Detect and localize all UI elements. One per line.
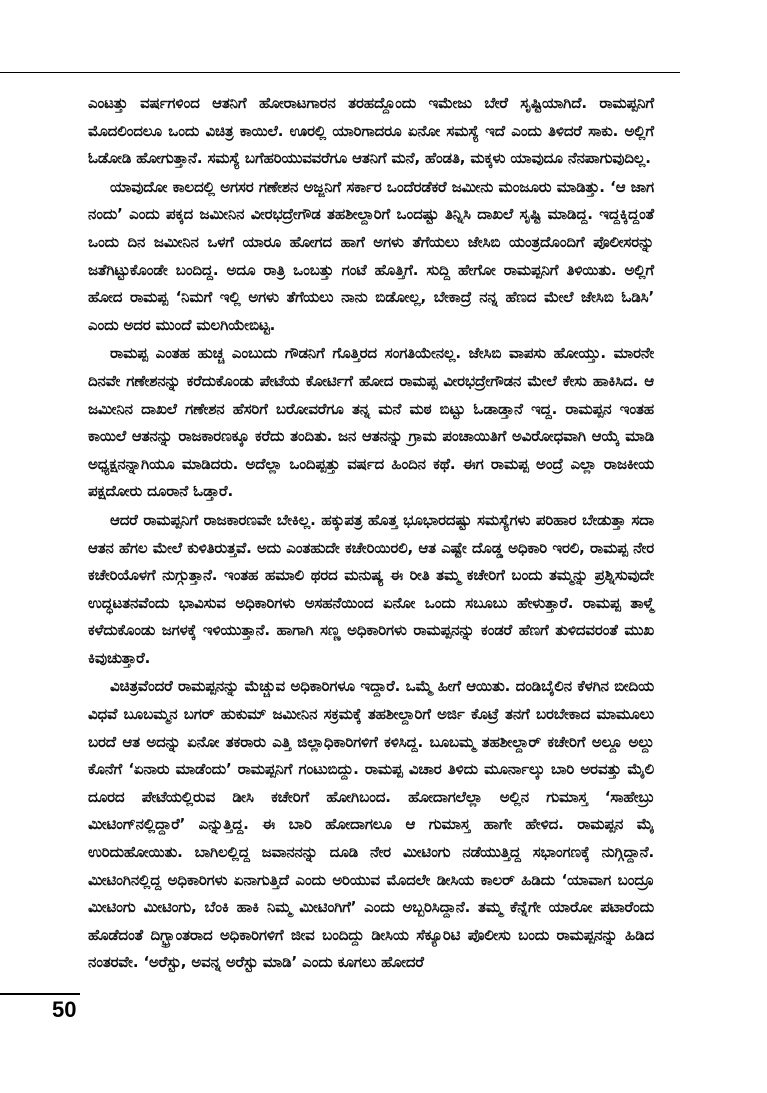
- footer-rule: [0, 993, 80, 995]
- paragraph-1: ಎಂಟತ್ತು ವರ್ಷಗಳಿಂದ ಆತನಿಗೆ ಹೋರಾಟಗಾರನ ತರಹದ್ದೊಂದು ಇಮೇಜು ಬೇರೆ ಸೃಷ್ಟಿಯಾಗಿದೆ. ರಾಮಪ್ಪನಿಗೆ ಮೊದಲಿಂದಲೂ ಒಂದು ವಿಚಿತ್ರ ಕಾಯಿಲೆ. ಊರಲ್ಲಿ ಯಾರಿಗಾದರೂ ಏನೋ ಸಮಸ್ಯೆ ಇದೆ ಎಂದು ತಿಳಿದರೆ ಸಾಕು. ಅಲ್ಲಿಗೆ ಓಡೋಡಿ ಹೋಗುತ್ತಾನೆ. ಸಮಸ್ಯೆ ಬಗೆಹರಿಯುವವರೆಗೂ ಆತನಿಗೆ ಮನೆ, ಹೆಂಡತಿ, ಮಕ್ಕಳು ಯಾವುದೂ ನೆನಪಾಗುವುದಿಲ್ಲ.: [88, 94, 654, 168]
- page-body: [88, 90, 654, 978]
- paragraph-5: ವಿಚಿತ್ರವೆಂದರೆ ರಾಮಪ್ಪನನ್ನು ಮೆಚ್ಚುವ ಅಧಿಕಾರಿಗಳೂ ಇದ್ದಾರೆ. ಒಮ್ಮೆ ಹೀಗೆ ಆಯಿತು. ದಂಡಿಬೈಲಿನ ಕೆಳಗಿನ ಬೀದಿಯ ವಿಧವೆ ಬೂಬಮ್ಮನ ಬಗರ್ ಹುಕುಮ್ ಜಮೀನಿನ ಸಕ್ರಮಕ್ಕೆ ತಹಶೀಲ್ದಾರಿಗೆ ಅರ್ಜಿ ಕೊಟ್ರೆ ತನಗೆ ಬರಬೇಕಾದ ಮಾಮೂಲು ಬರದೆ ಆತ ಅದನ್ನು ಏನೋ ತಕರಾರು ಎತ್ತಿ ಜಿಲ್ಲಾಧಿಕಾರಿಗಳಿಗೆ ಕಳಿಸಿದ್ದ. ಬೂಬಮ್ಮ ತಹಶೀಲ್ದಾರ್ ಕಚೇರಿಗೆ ಅಲ್ದೂ ಅಲ್ದು ಕೊನೆಗೆ ‘ಏನಾರು ಮಾಡೆಂದು’ ರಾಮಪ್ಪನಿಗೆ ಗಂಟುಬಿದ್ದು. ರಾಮಪ್ಪ ವಿಚಾರ ತಿಳಿದು ಮೂರ್ನಾಲ್ಕು ಬಾರಿ ಅರವತ್ತು ಮೈಲಿ ದೂರದ ಪೇಟೆಯಲ್ಲಿರುವ ಡೀಸಿ ಕಚೇರಿಗೆ ಹೋಗಿಬಂದ. ಹೋದಾಗಲೆಲ್ಲಾ ಅಲ್ಲಿನ ಗುಮಾಸ್ತ ‘ಸಾಹೇಬ್ರು ಮೀಟಿಂಗ್‌ನಲ್ಲಿದ್ದಾರೆ’ ಎನ್ನುತ್ತಿದ್ದ. ಈ ಬಾರಿ ಹೋದಾಗಲೂ ಆ ಗುಮಾಸ್ತ ಹಾಗೇ ಹೇಳಿದ. ರಾಮಪ್ಪನ ಮೈ ಉರಿದುಹೋಯಿತು. ಬಾಗಿಲಲ್ಲಿದ್ದ ಜವಾನನನ್ನು ದೂಡಿ ನೇರ ಮೀಟಿಂಗು ನಡೆಯುತ್ತಿದ್ದ ಸಭಾಂಗಣಕ್ಕೆ ನುಗ್ಗಿದ್ದಾನೆ. ಮೀಟಿಂಗಿನಲ್ಲಿದ್ದ ಅಧಿಕಾರಿಗಳು ಏನಾಗುತ್ತಿದೆ ಎಂದು ಅರಿಯುವ ಮೊದಲೇ ಡೀಸಿಯ ಕಾಲರ್ ಹಿಡಿದು ‘ಯಾವಾಗ ಬಂದ್ರೂ ಮೀಟಿಂಗು ಮೀಟಿಂಗು, ಬೆಂಕಿ ಹಾಕಿ ನಿಮ್ಮ ಮೀಟಿಂಗಿಗೆ’ ಎಂದು ಅಬ್ಬರಿಸಿದ್ದಾನೆ. ತಮ್ಮ ಕೆನ್ನೆಗೇ ಯಾರೋ ಪಟಾರೆಂದು ಹೊಡೆದಂತೆ ದಿಗ್ಭ್ರಾಂತರಾದ ಅಧಿಕಾರಿಗಳಿಗೆ ಜೀವ ಬಂದಿದ್ದು ಡೀಸಿಯ ಸೆಕ್ಯೂರಿಟಿ ಪೊಲೀಸು ಬಂದು ರಾಮಪ್ಪನನ್ನು ಹಿಡಿದ ನಂತರವೇ. ‘ಅರೆಸ್ಟು, ಅವನ್ನ ಅರೆಸ್ಟು ಮಾಡಿ’ ಎಂದು ಕೂಗಲು ಹೋದರೆ: [88, 677, 654, 972]
- header-rule: [0, 72, 680, 73]
- paragraph-4: ಆದರೆ ರಾಮಪ್ಪನಿಗೆ ರಾಜಕಾರಣವೇ ಬೇಕಿಲ್ಲ. ಹಕ್ಕುಪತ್ರ ಹೊತ್ತ ಭೂಭಾರದಷ್ಟು ಸಮಸ್ಯೆಗಳು ಪರಿಹಾರ ಬೇಡುತ್ತಾ ಸದಾ ಆತನ ಹೆಗಲ ಮೇಲೆ ಕುಳಿತಿರುತ್ತವೆ. ಅದು ಎಂತಹುದೇ ಕಚೇರಿಯಿರಲಿ, ಆತ ಎಷ್ಟೇ ದೊಡ್ಡ ಅಧಿಕಾರಿ ಇರಲಿ, ರಾಮಪ್ಪ ನೇರ ಕಚೇರಿಯೊಳಗೆ ನುಗ್ಗುತ್ತಾನೆ. ಇಂತಹ ಹಮಾಲಿ ಥರದ ಮನುಷ್ಯ ಈ ರೀತಿ ತಮ್ಮ ಕಚೇರಿಗೆ ಬಂದು ತಮ್ಮನ್ನು ಪ್ರಶ್ನಿಸುವುದೇ ಉದ್ಧಟತನವೆಂದು ಭಾವಿಸುವ ಅಧಿಕಾರಿಗಳು ಅಸಹನೆಯಿಂದ ಏನೋ ಒಂದು ಸಬೂಬು ಹೇಳುತ್ತಾರೆ. ರಾಮಪ್ಪ ತಾಳ್ಮೆ ಕಳೆದುಕೊಂಡು ಜಗಳಕ್ಕೆ ಇಳಿಯುತ್ತಾನೆ. ಹಾಗಾಗಿ ಸಣ್ಣ ಅಧಿಕಾರಿಗಳು ರಾಮಪ್ಪನನ್ನು ಕಂಡರೆ ಹೆಣಗೆ ತುಳಿದವರಂತೆ ಮುಖ ಕಿವುಚುತ್ತಾರೆ.: [88, 510, 654, 667]
- paragraph-2: ಯಾವುದೋ ಕಾಲದಲ್ಲಿ ಅಗಸರ ಗಣೇಶನ ಅಜ್ಜನಿಗೆ ಸರ್ಕಾರ ಒಂದೆರಡೆಕರೆ ಜಮೀನು ಮಂಜೂರು ಮಾಡಿತ್ತು. ‘ಆ ಜಾಗ ನಂದು’ ಎಂದು ಪಕ್ಕದ ಜಮೀನಿನ ವೀರಭದ್ರೇಗೌಡ ತಹಶೀಲ್ದಾರಿಗೆ ಒಂದಷ್ಟು ತಿನ್ನಿಸಿ ದಾಖಲೆ ಸೃಷ್ಟಿ ಮಾಡಿದ್ದ. ಇದ್ದಕ್ಕಿದ್ದಂತೆ ಒಂದು ದಿನ ಜಮೀನಿನ ಒಳಗೆ ಯಾರೂ ಹೋಗದ ಹಾಗೆ ಅಗಳು ತೆಗೆಯಲು ಜೇಸಿಬಿ ಯಂತ್ರದೊಂದಿಗೆ ಪೊಲೀಸರನ್ನು ಜತೆಗಿಟ್ಟುಕೊಂಡೇ ಬಂದಿದ್ದ. ಅದೂ ರಾತ್ರಿ ಒಂಬತ್ತು ಗಂಟೆ ಹೊತ್ತಿಗೆ. ಸುದ್ದಿ ಹೇಗೋ ರಾಮಪ್ಪನಿಗೆ ತಿಳಿಯಿತು. ಅಲ್ಲಿಗೆ ಹೋದ ರಾಮಪ್ಪ ‘ನಿಮಗೆ ಇಲ್ಲಿ ಅಗಳು ತೆಗೆಯಲು ನಾನು ಬಿಡೋಲ್ಲ, ಬೇಕಾದ್ರೆ ನನ್ನ ಹೆಣದ ಮೇಲೆ ಜೇಸಿಬಿ ಓಡಿಸಿ’ ಎಂದು ಅದರ ಮುಂದೆ ಮಲಗಿಯೇಬಿಟ್ಟ.: [88, 177, 654, 334]
- page-number: 50: [52, 997, 77, 1022]
- paragraph-3: ರಾಮಪ್ಪ ಎಂತಹ ಹುಚ್ಚ ಎಂಬುದು ಗೌಡನಿಗೆ ಗೊತ್ತಿರದ ಸಂಗತಿಯೇನಲ್ಲ. ಜೇಸಿಬಿ ವಾಪಸು ಹೋಯ್ತು. ಮಾರನೇ ದಿನವೇ ಗಣೇಶನನ್ನು ಕರೆದುಕೊಂಡು ಪೇಟೆಯ ಕೋರ್ಟಿಗೆ ಹೋದ ರಾಮಪ್ಪ ವೀರಭದ್ರೇಗೌಡನ ಮೇಲೆ ಕೇಸು ಹಾಕಿಸಿದ. ಆ ಜಮೀನಿನ ದಾಖಲೆ ಗಣೇಶನ ಹೆಸರಿಗೆ ಬರೋವರೆಗೂ ತನ್ನ ಮನೆ ಮಠ ಬಿಟ್ಟು ಓಡಾಡ್ತಾನೆ ಇದ್ದ. ರಾಮಪ್ಪನ ಇಂತಹ ಕಾಯಿಲೆ ಆತನನ್ನು ರಾಜಕಾರಣಕ್ಕೂ ಕರೆದು ತಂದಿತು. ಜನ ಆತನನ್ನು ಗ್ರಾಮ ಪಂಚಾಯಿತಿಗೆ ಅವಿರೋಧವಾಗಿ ಆಯ್ಕೆ ಮಾಡಿ ಅಧ್ಯಕ್ಷನನ್ನಾಗಿಯೂ ಮಾಡಿದರು. ಅದೆಲ್ಲಾ ಒಂದಿಪ್ಪತ್ತು ವರ್ಷದ ಹಿಂದಿನ ಕಥೆ. ಈಗ ರಾಮಪ್ಪ ಅಂದ್ರೆ ಎಲ್ಲಾ ರಾಜಕೀಯ ಪಕ್ಷದೋರು ದೂರಾನೆ ಓಡ್ತಾರೆ.: [88, 344, 654, 501]
